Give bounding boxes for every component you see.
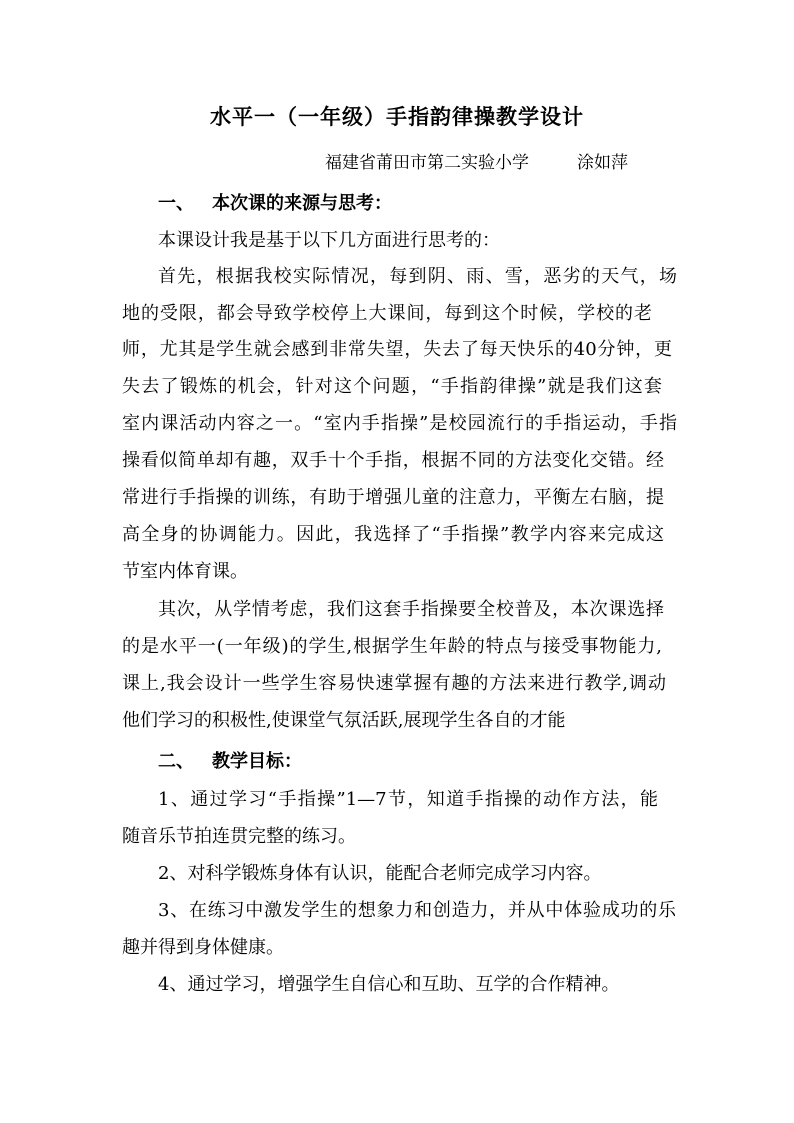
section2-heading [158,750,302,774]
paragraph-line: 的是水平一(一年级)的学生,根据学生年龄的特点与接受事物能力, [122,636,662,657]
paragraph-line: 课上,我会设计一些学生容易快速掌握有趣的方法来进行教学,调动 [122,673,666,694]
author-line [325,148,628,173]
paragraph-line: 常进行手指操的训练，有助于增强儿童的注意力，平衡左右脑，提 [122,487,664,508]
paragraph-line: 室内课活动内容之一。“室内手指操”是校园流行的手指运动，手指 [122,413,677,434]
goal-line: 随音乐节拍连贯完整的练习。 [122,826,356,847]
document-title: 水平一（一年级）手指韵律操教学设计 [210,104,584,129]
paragraph-line: 操看似简单却有趣，双手十个手指，根据不同的方法变化交错。经 [122,450,664,471]
paragraph-line: 失去了锻炼的机会，针对这个问题，“手指韵律操”就是我们这套 [122,376,662,397]
goal-line: 3、在练习中激发学生的想象力和创造力，并从中体验成功的乐 [158,900,676,921]
paragraph-line: 地的受限，都会导致学校停上大课间，每到这个时候，学校的老 [122,303,652,324]
section1-number: 一、 [158,193,194,214]
paragraph-line: 他们学习的积极性,使课堂气氛活跃,展现学生各自的才能 [122,710,566,731]
goal-line: 1、通过学习“手指操”1—7节，知道手指操的动作方法，能 [158,789,658,810]
goal-line: 趣并得到身体健康。 [122,937,284,958]
paragraph-line: 师，尤其是学生就会感到非常失望，失去了每天快乐的40分钟，更 [122,339,672,360]
section1-heading-text: 本次课的来源与思考： [212,193,392,214]
school-name: 福建省莆田市第二实验小学 [325,153,529,173]
goal-line: 2、对科学锻炼身体有认识，能配合老师完成学习内容。 [158,863,602,884]
section2-number: 二、 [158,751,194,772]
paragraph-line: 节室内体育课。 [122,561,248,582]
section1-intro: 本课设计我是基于以下几方面进行思考的： [158,230,500,251]
author-name: 涂如萍 [577,153,628,173]
paragraph-line: 其次，从学情考虑，我们这套手指操要全校普及，本次课选择 [158,599,664,620]
paragraph-line: 首先，根据我校实际情况，每到阴、雨、雪，恶劣的天气，场 [158,266,677,287]
section2-heading-text: 教学目标： [212,751,302,772]
goal-line: 4、通过学习，增强学生自信心和互助、互学的合作精神。 [158,974,620,995]
paragraph-line: 高全身的协调能力。因此，我选择了“手指操”教学内容来完成这 [122,524,664,545]
section1-heading [158,192,392,216]
